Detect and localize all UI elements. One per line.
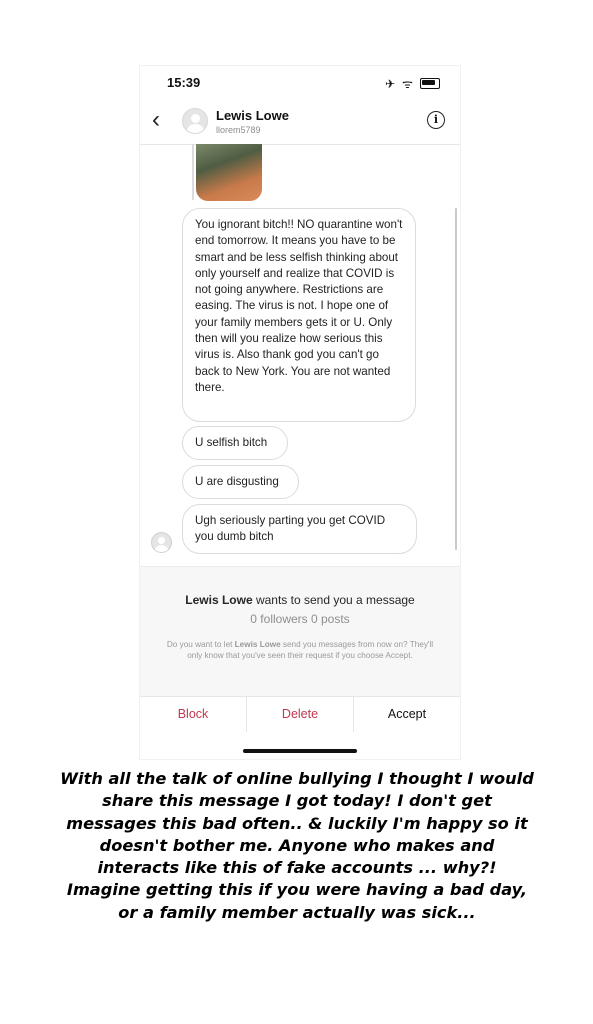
contact-name[interactable]: Lewis Lowe xyxy=(216,108,289,123)
accept-button[interactable]: Accept xyxy=(353,697,460,732)
battery-icon xyxy=(420,78,440,89)
status-time: 15:39 xyxy=(167,75,201,90)
request-title xyxy=(140,593,460,607)
wifi-icon: ᯤ xyxy=(402,77,413,91)
message-bubble[interactable]: U selfish bitch xyxy=(182,426,288,460)
message-request-panel xyxy=(140,566,460,697)
delete-button[interactable]: Delete xyxy=(246,697,353,732)
message-bubble[interactable]: Ugh seriously parting you get COVID you dumb bitch xyxy=(182,504,417,554)
request-desc-name: Lewis Lowe xyxy=(234,640,281,649)
airplane-icon: ✈ xyxy=(384,76,396,91)
sender-avatar xyxy=(151,532,172,553)
status-icons xyxy=(385,75,440,92)
avatar[interactable] xyxy=(182,108,208,134)
block-button[interactable]: Block xyxy=(177,707,209,721)
back-icon[interactable]: ‹ xyxy=(152,106,160,133)
message-bubble[interactable]: U are disgusting xyxy=(182,465,299,499)
scrollbar[interactable] xyxy=(455,208,457,550)
message-bubble[interactable]: You ignorant bitch!! NO quarantine won't end tomorrow. It means you have to be smart and be less selfish thinking about only yourself and realize that COVID is not going anywhere. Restrictions are easing. The virus is not. I hope one of your family members gets it or U. Only then will you realize how serious this virus is. Also thank god you can't go back to New York. You are not wanted there. xyxy=(182,208,416,422)
request-desc-before: Do you want to let xyxy=(166,640,235,649)
request-stats: 0 followers 0 posts xyxy=(250,612,350,626)
request-actions xyxy=(140,696,460,732)
phone-screenshot xyxy=(140,66,460,759)
chat-header xyxy=(140,100,460,145)
request-description xyxy=(164,640,436,661)
story-caption: With all the talk of online bullying I thought I would share this message I got today! I don't get messages this bad often.. & luckily I'm happy so it doesn't bother me. Anyone who makes and interacts like this of fake accounts ... why?! Imagine getting this if you were having a bad day, or a family member actually was sick... xyxy=(60,769,534,922)
reply-divider xyxy=(192,144,194,200)
home-indicator xyxy=(243,749,357,753)
request-desc-after: send you messages from now on? They'll only know that you've seen their request if you choose Accept. xyxy=(187,640,434,660)
shared-story-thumbnail[interactable] xyxy=(196,144,262,201)
request-title-text: wants to send you a message xyxy=(252,593,415,607)
request-name: Lewis Lowe xyxy=(185,593,253,607)
info-icon[interactable]: i xyxy=(427,111,445,129)
contact-username: llorem5789 xyxy=(216,125,261,135)
status-bar xyxy=(140,66,460,100)
